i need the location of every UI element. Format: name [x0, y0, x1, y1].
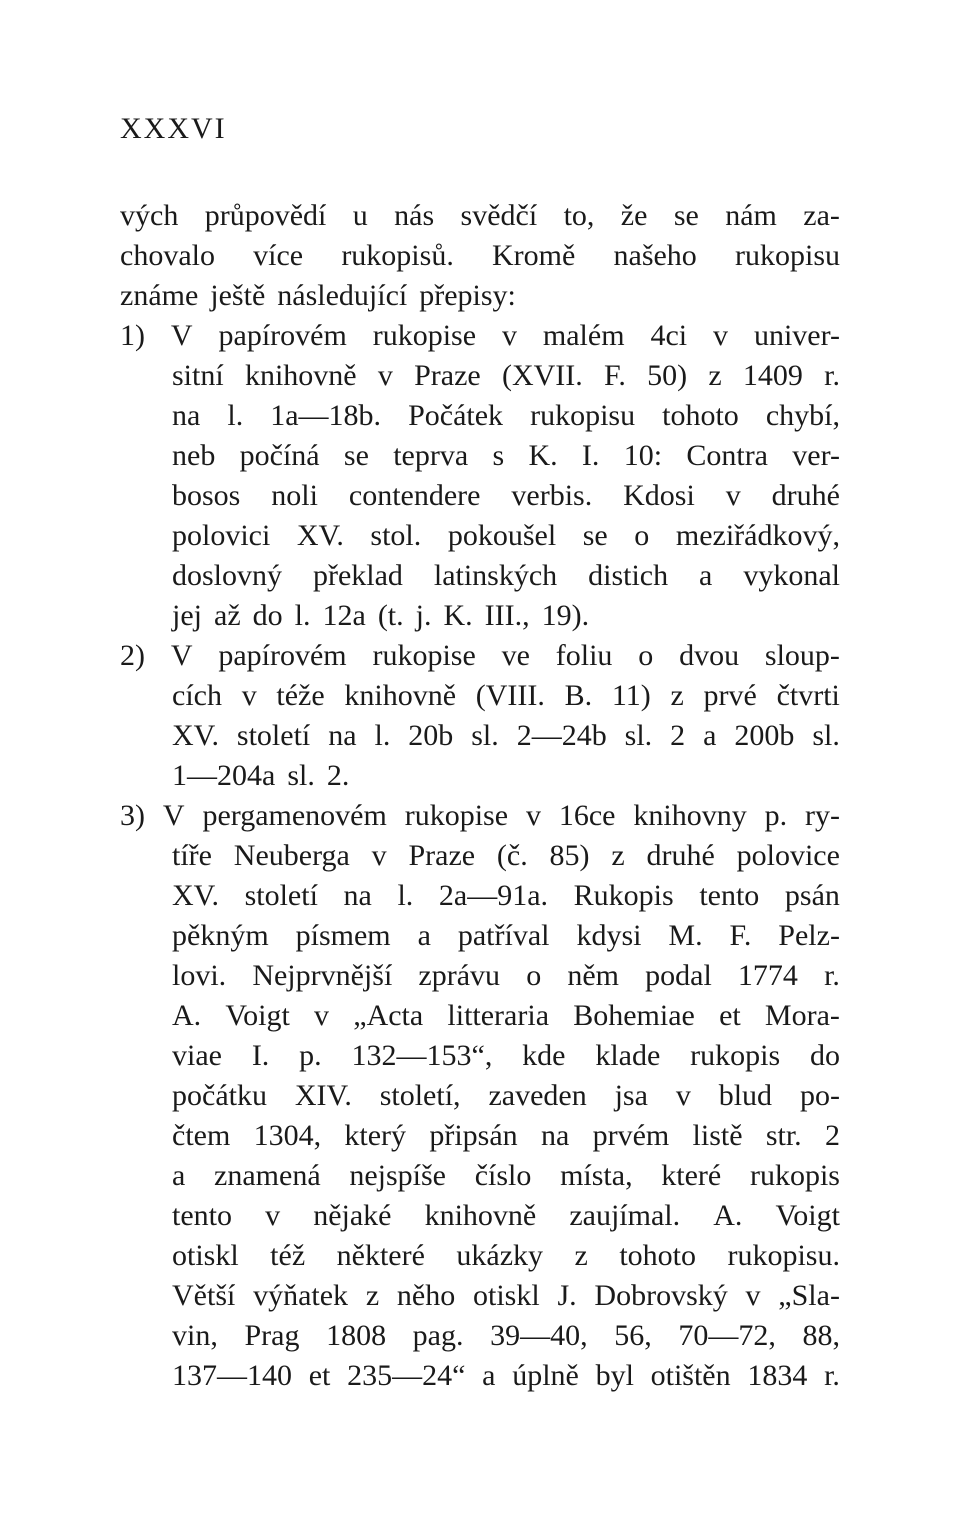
text-line: XV. století na l. 2a—91a. Rukopis tento psán [172, 879, 840, 912]
text-line: otiskl též některé ukázky z tohoto rukopisu. [172, 1239, 840, 1272]
text-line: 2) V papírovém rukopise ve foliu o dvou sloup- [120, 639, 840, 672]
text-line: sitní knihovně v Praze (XVII. F. 50) z 1409 r. [172, 359, 840, 392]
text-line: 1—204a sl. 2. [172, 759, 350, 792]
text-line: neb počíná se teprva s K. I. 10: Contra ver- [172, 439, 840, 472]
text-line: XV. století na l. 20b sl. 2—24b sl. 2 a 200b sl. [172, 719, 840, 752]
text-line: Větší výňatek z něho otiskl J. Dobrovský v „Sla- [172, 1279, 840, 1312]
text-line: 1) V papírovém rukopise v malém 4ci v univer- [120, 319, 840, 352]
text-body [120, 196, 840, 1396]
text-line: 3) V pergamenovém rukopise v 16ce knihovny p. ry- [120, 799, 840, 832]
text-line: A. Voigt v „Acta litteraria Bohemiae et Mora- [172, 999, 840, 1032]
text-line: vých průpovědí u nás svědčí to, že se nám za- [120, 199, 840, 232]
text-line: bosos noli contendere verbis. Kdosi v druhé [172, 479, 840, 512]
text-line: na l. 1a—18b. Počátek rukopisu tohoto chybí, [172, 399, 840, 432]
text-line: lovi. Nejprvnější zprávu o něm podal 1774 r. [172, 959, 840, 992]
text-line: doslovný překlad latinských distich a vykonal [172, 559, 840, 592]
text-line: tíře Neuberga v Praze (č. 85) z druhé polovice [172, 839, 840, 872]
text-line: cích v téže knihovně (VIII. B. 11) z prvé čtvrti [172, 679, 840, 712]
text-line: 137—140 et 235—24“ a úplně byl otištěn 1834 r. [172, 1359, 840, 1392]
text-line: známe ještě následující přepisy: [120, 279, 516, 312]
text-line: vin, Prag 1808 pag. 39—40, 56, 70—72, 88, [172, 1319, 840, 1352]
text-line: jej až do l. 12a (t. j. K. III., 19). [172, 599, 590, 632]
text-line: počátku XIV. století, zaveden jsa v blud po- [172, 1079, 840, 1112]
text-line: tento v nějaké knihovně zaujímal. A. Voigt [172, 1199, 840, 1232]
text-line: čtem 1304, který připsán na prvém listě str. 2 [172, 1119, 840, 1152]
page-number-header: XXXVI [120, 112, 227, 145]
text-line: viae I. p. 132—153“, kde klade rukopis do [172, 1039, 840, 1072]
text-line: polovici XV. stol. pokoušel se o meziřádkový, [172, 519, 840, 552]
text-line: pěkným písmem a patříval kdysi M. F. Pelz- [172, 919, 840, 952]
text-line: a znamená nejspíše číslo místa, které rukopis [172, 1159, 840, 1192]
text-line: chovalo více rukopisů. Kromě našeho rukopisu [120, 239, 840, 272]
